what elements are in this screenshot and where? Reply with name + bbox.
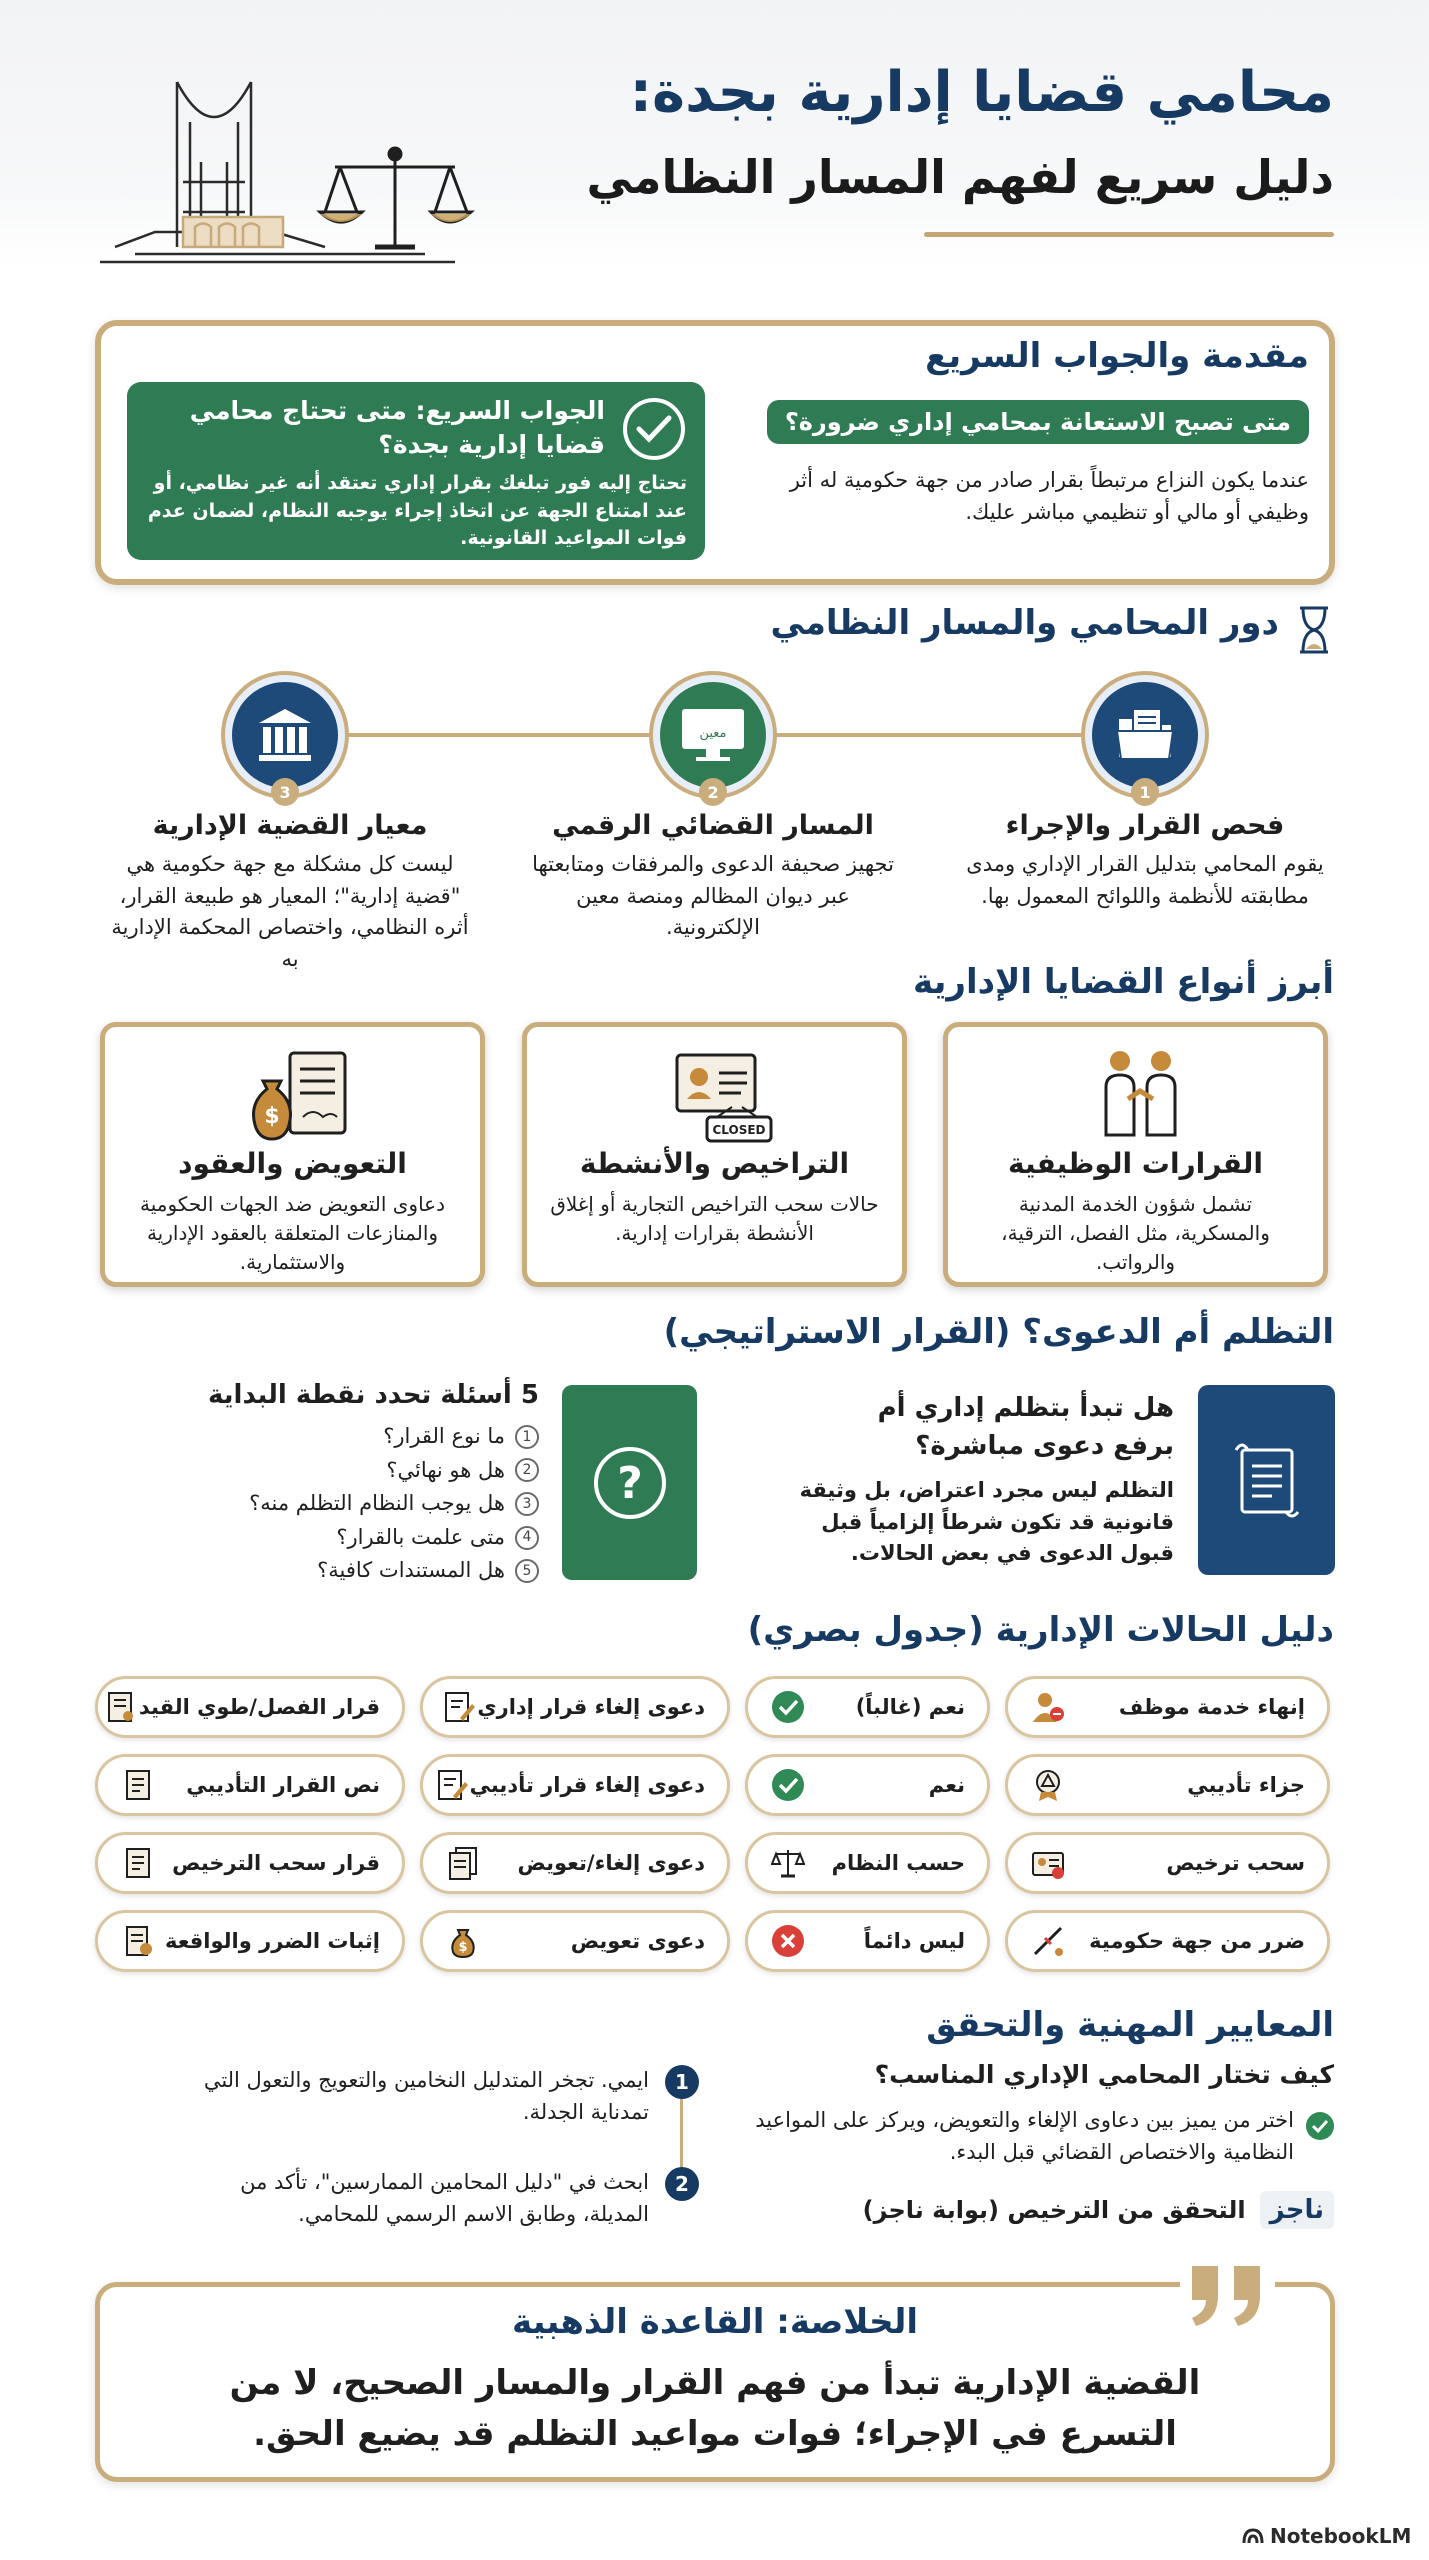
claim-pill: دعوى تعويض $ [420, 1910, 730, 1972]
quick-answer-text: تحتاج إليه فور تبلغك بقرار إداري تعتقد أنه غير نظامي، أو عند امتناع الجهة عن اتخاذ إجراء يوجبه النظام، لضمان عدم فوات المواعيد القانونية. [147, 472, 687, 550]
quick-answer-card [127, 382, 705, 560]
certificate-icon [103, 1689, 139, 1725]
svg-text:?: ? [616, 1457, 643, 1509]
footer-brand [1242, 2524, 1411, 2548]
broken-tool-icon [1030, 1923, 1066, 1959]
title-underline [924, 232, 1334, 237]
document-pill: إثبات الضرر والواقعة [95, 1910, 405, 1972]
case-pill: جزاء تأديبي [1005, 1754, 1330, 1816]
question-mark-icon [590, 1443, 670, 1523]
intro-question-pill: متى تصبح الاستعانة بمحامي إداري ضرورة؟ [767, 400, 1309, 444]
document-pill: نص القرار التأديبي [95, 1754, 405, 1816]
step-2 [528, 810, 898, 944]
strategy-question-title: هل تبدأ بتظلم إداري أم برفع دعوى مباشرة؟ [877, 1393, 1174, 1461]
svg-text:$: $ [264, 1104, 280, 1129]
handshake-people-icon [1098, 1047, 1183, 1137]
step-2-title: المسار القضائي الرقمي [552, 810, 874, 841]
intro-question-text: عندما يكون النزاع مرتبطاً بقرار صادر من جهة حكومية له أثر وظيفي أو مالي أو تنظيمي مباشر عليك. [789, 468, 1309, 524]
claim-pill: دعوى إلغاء قرار إداري [420, 1676, 730, 1738]
person-remove-icon [1030, 1689, 1066, 1725]
type-card-licenses [522, 1022, 907, 1287]
case-pill: إنهاء خدمة موظف [1005, 1676, 1330, 1738]
najiz-verification [863, 2185, 1334, 2235]
step-3-badge: 3 [271, 778, 299, 806]
courthouse-icon [255, 705, 315, 765]
types-section-title: أبرز أنواع القضايا الإدارية [913, 962, 1334, 1002]
case-pill: سحب ترخيص [1005, 1832, 1330, 1894]
kingdom-tower-scales-illustration [95, 62, 475, 277]
type-card-compensation-title: التعويض والعقود [178, 1147, 407, 1180]
question-mark-card [562, 1385, 697, 1580]
quick-answer-title: الجواب السريع: متى تحتاج محامي قضايا إدارية بجدة؟ [189, 396, 605, 459]
step-1-icon-circle [1085, 675, 1205, 795]
scales-icon [770, 1845, 806, 1881]
standards-step-1-number: 1 [665, 2065, 699, 2099]
type-card-compensation-text: دعاوى التعويض ضد الجهات الحكومية والمنازعات المتعلقة بالعقود الإدارية والاستثمارية. [140, 1192, 445, 1274]
grievance-pill: ليس دائماً [745, 1910, 990, 1972]
document-icon [120, 1845, 156, 1881]
money-bag-contract-icon [245, 1045, 355, 1145]
steps-vertical-line [680, 2085, 683, 2180]
claim-pill: دعوى إلغاء قرار تأديبي [420, 1754, 730, 1816]
claim-pill: دعوى إلغاء/تعويض [420, 1832, 730, 1894]
edit-document-icon [441, 1689, 477, 1725]
case-pill: ضرر من جهة حكومية [1005, 1910, 1330, 1972]
check-circle-icon [770, 1767, 806, 1803]
questions-list-item: 1 ما نوع القرار؟ [209, 1420, 539, 1454]
intro-section-title: مقدمة والجواب السريع [925, 336, 1309, 376]
scroll-document-card [1198, 1385, 1335, 1575]
x-circle-icon [770, 1923, 806, 1959]
type-card-licenses-title: التراخيص والأنشطة [579, 1147, 850, 1180]
questions-list-title: 5 أسئلة تحدد نقطة البداية [208, 1380, 539, 1410]
page-subtitle: دليل سريع لفهم المسار النظامي [586, 150, 1334, 204]
page-title: محامي قضايا إدارية بجدة: [629, 60, 1334, 125]
license-closed-sign-icon [667, 1047, 777, 1147]
step-2-badge: 2 [699, 778, 727, 806]
questions-list-item: 3 هل يوجب النظام التظلم منه؟ [209, 1487, 539, 1521]
notebooklm-logo-icon [1242, 2527, 1264, 2545]
step-2-text: تجهيز صحيفة الدعوى والمرفقات ومتابعتها عبر ديوان المظالم ومنصة معين الإلكترونية. [532, 852, 894, 939]
step-3-title: معيار القضية الإدارية [152, 810, 428, 841]
computer-screen-icon [678, 705, 748, 765]
questions-list-item: 2 هل هو نهائي؟ [209, 1454, 539, 1488]
documents-icon [445, 1845, 481, 1881]
closed-sign-label: CLOSED [712, 1123, 766, 1137]
hourglass-icon [1294, 605, 1334, 655]
questions-list [209, 1420, 539, 1588]
document-pill: قرار الفصل/طوي القيد [95, 1676, 405, 1738]
step-1-title: فحص القرار والإجراء [1005, 810, 1285, 841]
najiz-logo: ناجز [1260, 2191, 1334, 2229]
svg-text:$: $ [458, 1940, 468, 1955]
checkmark-icon [623, 398, 685, 460]
standards-step-2-number: 2 [665, 2167, 699, 2201]
document-pill: قرار سحب الترخيص [95, 1832, 405, 1894]
type-card-compensation [100, 1022, 485, 1287]
questions-list-item: 4 متى علمت بالقرار؟ [209, 1521, 539, 1555]
standards-step-1-text: ايمي. تجخر المتدليل النخامين والتعويج والتعول التي تمدناية الجدلة. [203, 2068, 649, 2124]
id-card-icon [1030, 1845, 1066, 1881]
strategy-section-title: التظلم أم الدعوى؟ (القرار الاستراتيجي) [663, 1312, 1334, 1352]
check-circle-icon [770, 1689, 806, 1725]
footer-brand-label: NotebookLM [1270, 2524, 1412, 2548]
type-card-employment-text: تشمل شؤون الخدمة المدنية والمسكرية، مثل الفصل، الترقية، والرواتب. [1001, 1192, 1270, 1274]
type-card-employment [943, 1022, 1328, 1287]
strategy-question-text: التظلم ليس مجرد اعتراض، بل وثيقة قانونية قد تكون شرطاً إلزامياً قبل قبول الدعوى في بعض الحالات. [799, 1478, 1174, 1565]
standards-section-title: المعايير المهنية والتحقق [926, 2005, 1334, 2045]
standards-step-2-text: ابحث في "دليل المحامين الممارسين"، تأكد من المديلة، وطابق الاسم الرسمي للمحامي. [240, 2170, 649, 2226]
scroll-document-icon [1232, 1440, 1302, 1520]
step-1-text: يقوم المحامي بتدليل القرار الإداري ومدى مطابقته للأنظمة واللوائح المعمول بها. [966, 852, 1324, 908]
money-bag-icon [445, 1923, 481, 1959]
step-1 [960, 810, 1330, 912]
standards-criterion: اختر من يميز بين دعاوى الإلغاء والتعويض، ويركز على المواعيد النظامية والاختصاص القضائي قبل البدء. [755, 2108, 1294, 2164]
grievance-pill: نعم (غالباً) [745, 1676, 990, 1738]
cases-section-title: دليل الحالات الإدارية (جدول بصري) [747, 1610, 1334, 1650]
questions-list-item: 5 هل المستندات كافية؟ [209, 1554, 539, 1588]
step-2-icon-circle [653, 675, 773, 795]
screen-label: معين [699, 726, 727, 741]
type-card-employment-title: القرارات الوظيفية [1008, 1147, 1263, 1180]
evidence-document-icon [120, 1923, 156, 1959]
grievance-pill: نعم [745, 1754, 990, 1816]
step-3-text: ليست كل مشكلة مع جهة حكومية هي "قضية إدارية"؛ المعيار هو طبيعة القرار، أثره النظامي، واختصاص المحكمة الإدارية به [111, 852, 469, 971]
standards-question: كيف تختار المحامي الإداري المناسب؟ [874, 2060, 1334, 2089]
type-card-licenses-text: حالات سحب التراخيص التجارية أو إغلاق الأنشطة بقرارات إدارية. [550, 1192, 879, 1245]
step-1-badge: 1 [1131, 778, 1159, 806]
summary-text: القضية الإدارية تبدأ من فهم القرار والمسار الصحيح، لا من التسرع في الإجراء؛ فوات مواعيد التظلم قد يضيع الحق. [229, 2363, 1201, 2454]
edit-document-icon [434, 1767, 470, 1803]
check-circle-icon [1306, 2112, 1334, 2140]
folder-document-icon [1113, 703, 1177, 767]
step-3-icon-circle [225, 675, 345, 795]
document-icon [120, 1767, 156, 1803]
warning-badge-icon [1030, 1767, 1066, 1803]
step-3 [100, 810, 480, 975]
summary-title: الخلاصة: القاعدة الذهبية [511, 2302, 919, 2342]
role-section-title: دور المحامي والمسار النظامي [770, 603, 1279, 643]
grievance-pill: حسب النظام [745, 1832, 990, 1894]
najiz-text: التحقق من الترخيص (بوابة ناجز) [862, 2196, 1246, 2224]
